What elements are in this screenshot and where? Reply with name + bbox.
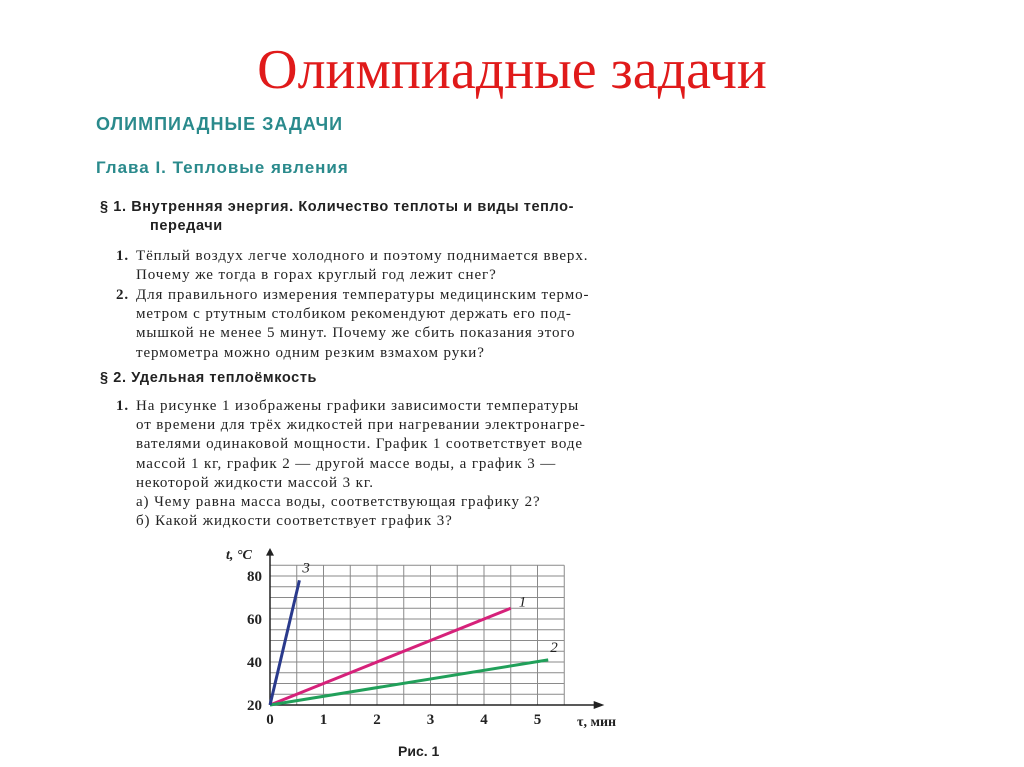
y-axis-label: t, °C bbox=[226, 547, 252, 563]
x-tick-label: 5 bbox=[533, 712, 542, 728]
task-line: вателями одинаковой мощности. График 1 соответствует воде bbox=[136, 436, 583, 453]
chapter-heading: Глава I. Тепловые явления bbox=[96, 158, 349, 177]
task-line: На рисунке 1 изображены графики зависимости температуры bbox=[136, 398, 580, 414]
section-heading: ОЛИМПИАДНЫЕ ЗАДАЧИ bbox=[96, 114, 344, 134]
task-line: мышкой не менее 5 минут. Почему же сбить показания этого bbox=[136, 325, 576, 342]
series-line-2 bbox=[270, 660, 548, 705]
series-label-3: 3 bbox=[302, 560, 310, 577]
series-label-2: 2 bbox=[550, 639, 558, 656]
paragraph1-title bbox=[100, 198, 574, 236]
y-tick-label: 40 bbox=[247, 655, 262, 671]
task-line: б) Какой жидкости соответствует график 3? bbox=[136, 513, 453, 530]
x-tick-label: 4 bbox=[480, 712, 488, 728]
x-axis-label: τ, мин bbox=[577, 715, 617, 730]
task-line: массой 1 кг, график 2 — другой массе воды, а график 3 — bbox=[136, 455, 557, 472]
series-label-1: 1 bbox=[518, 594, 527, 611]
x-tick-label: 2 bbox=[373, 712, 381, 728]
task-1-1 bbox=[116, 247, 589, 285]
task-line: от времени для трёх жидкостей при нагревании электронагре- bbox=[136, 417, 586, 434]
task-line: некоторой жидкости массой 3 кг. bbox=[136, 474, 374, 491]
y-tick-label: 20 bbox=[247, 698, 262, 714]
task-line: термометра можно одним резким взмахом руки? bbox=[136, 344, 485, 361]
x-tick-label: 0 bbox=[266, 712, 274, 728]
task-line: Тёплый воздух легче холодного и поэтому поднимается вверх. bbox=[136, 248, 589, 264]
task-line: Для правильного измерения температуры медицинским термо- bbox=[136, 287, 590, 303]
x-tick-label: 3 bbox=[426, 712, 435, 728]
paragraph2-title: § 2. Удельная теплоёмкость bbox=[100, 370, 318, 386]
paragraph1-title-line: передачи bbox=[150, 218, 223, 234]
task-2-1 bbox=[116, 397, 586, 531]
task-1-2 bbox=[116, 286, 590, 363]
slide-title: Олимпиадные задачи bbox=[257, 39, 767, 101]
y-axis-arrow bbox=[266, 548, 274, 556]
task-line: Почему же тогда в горах круглый год лежит снег? bbox=[136, 267, 497, 284]
task-line: метром с ртутным столбиком рекомендуют держать его под- bbox=[136, 306, 572, 323]
task-number: 1. bbox=[116, 248, 130, 264]
task-line: а) Чему равна масса воды, соответствующая графику 2? bbox=[136, 494, 541, 511]
x-tick-label: 1 bbox=[319, 712, 328, 728]
figure-caption: Рис. 1 bbox=[398, 743, 440, 759]
series-line-3 bbox=[270, 580, 299, 705]
x-axis-arrow bbox=[594, 701, 605, 709]
task-number: 1. bbox=[116, 398, 130, 414]
paragraph1-title-line: § 1. Внутренняя энергия. Количество теплоты и виды тепло- bbox=[100, 199, 575, 215]
temperature-time-chart bbox=[215, 532, 655, 737]
task-number: 2. bbox=[116, 287, 130, 303]
series-line-1 bbox=[270, 608, 511, 705]
y-tick-label: 80 bbox=[247, 569, 262, 585]
y-tick-label: 60 bbox=[247, 612, 262, 628]
